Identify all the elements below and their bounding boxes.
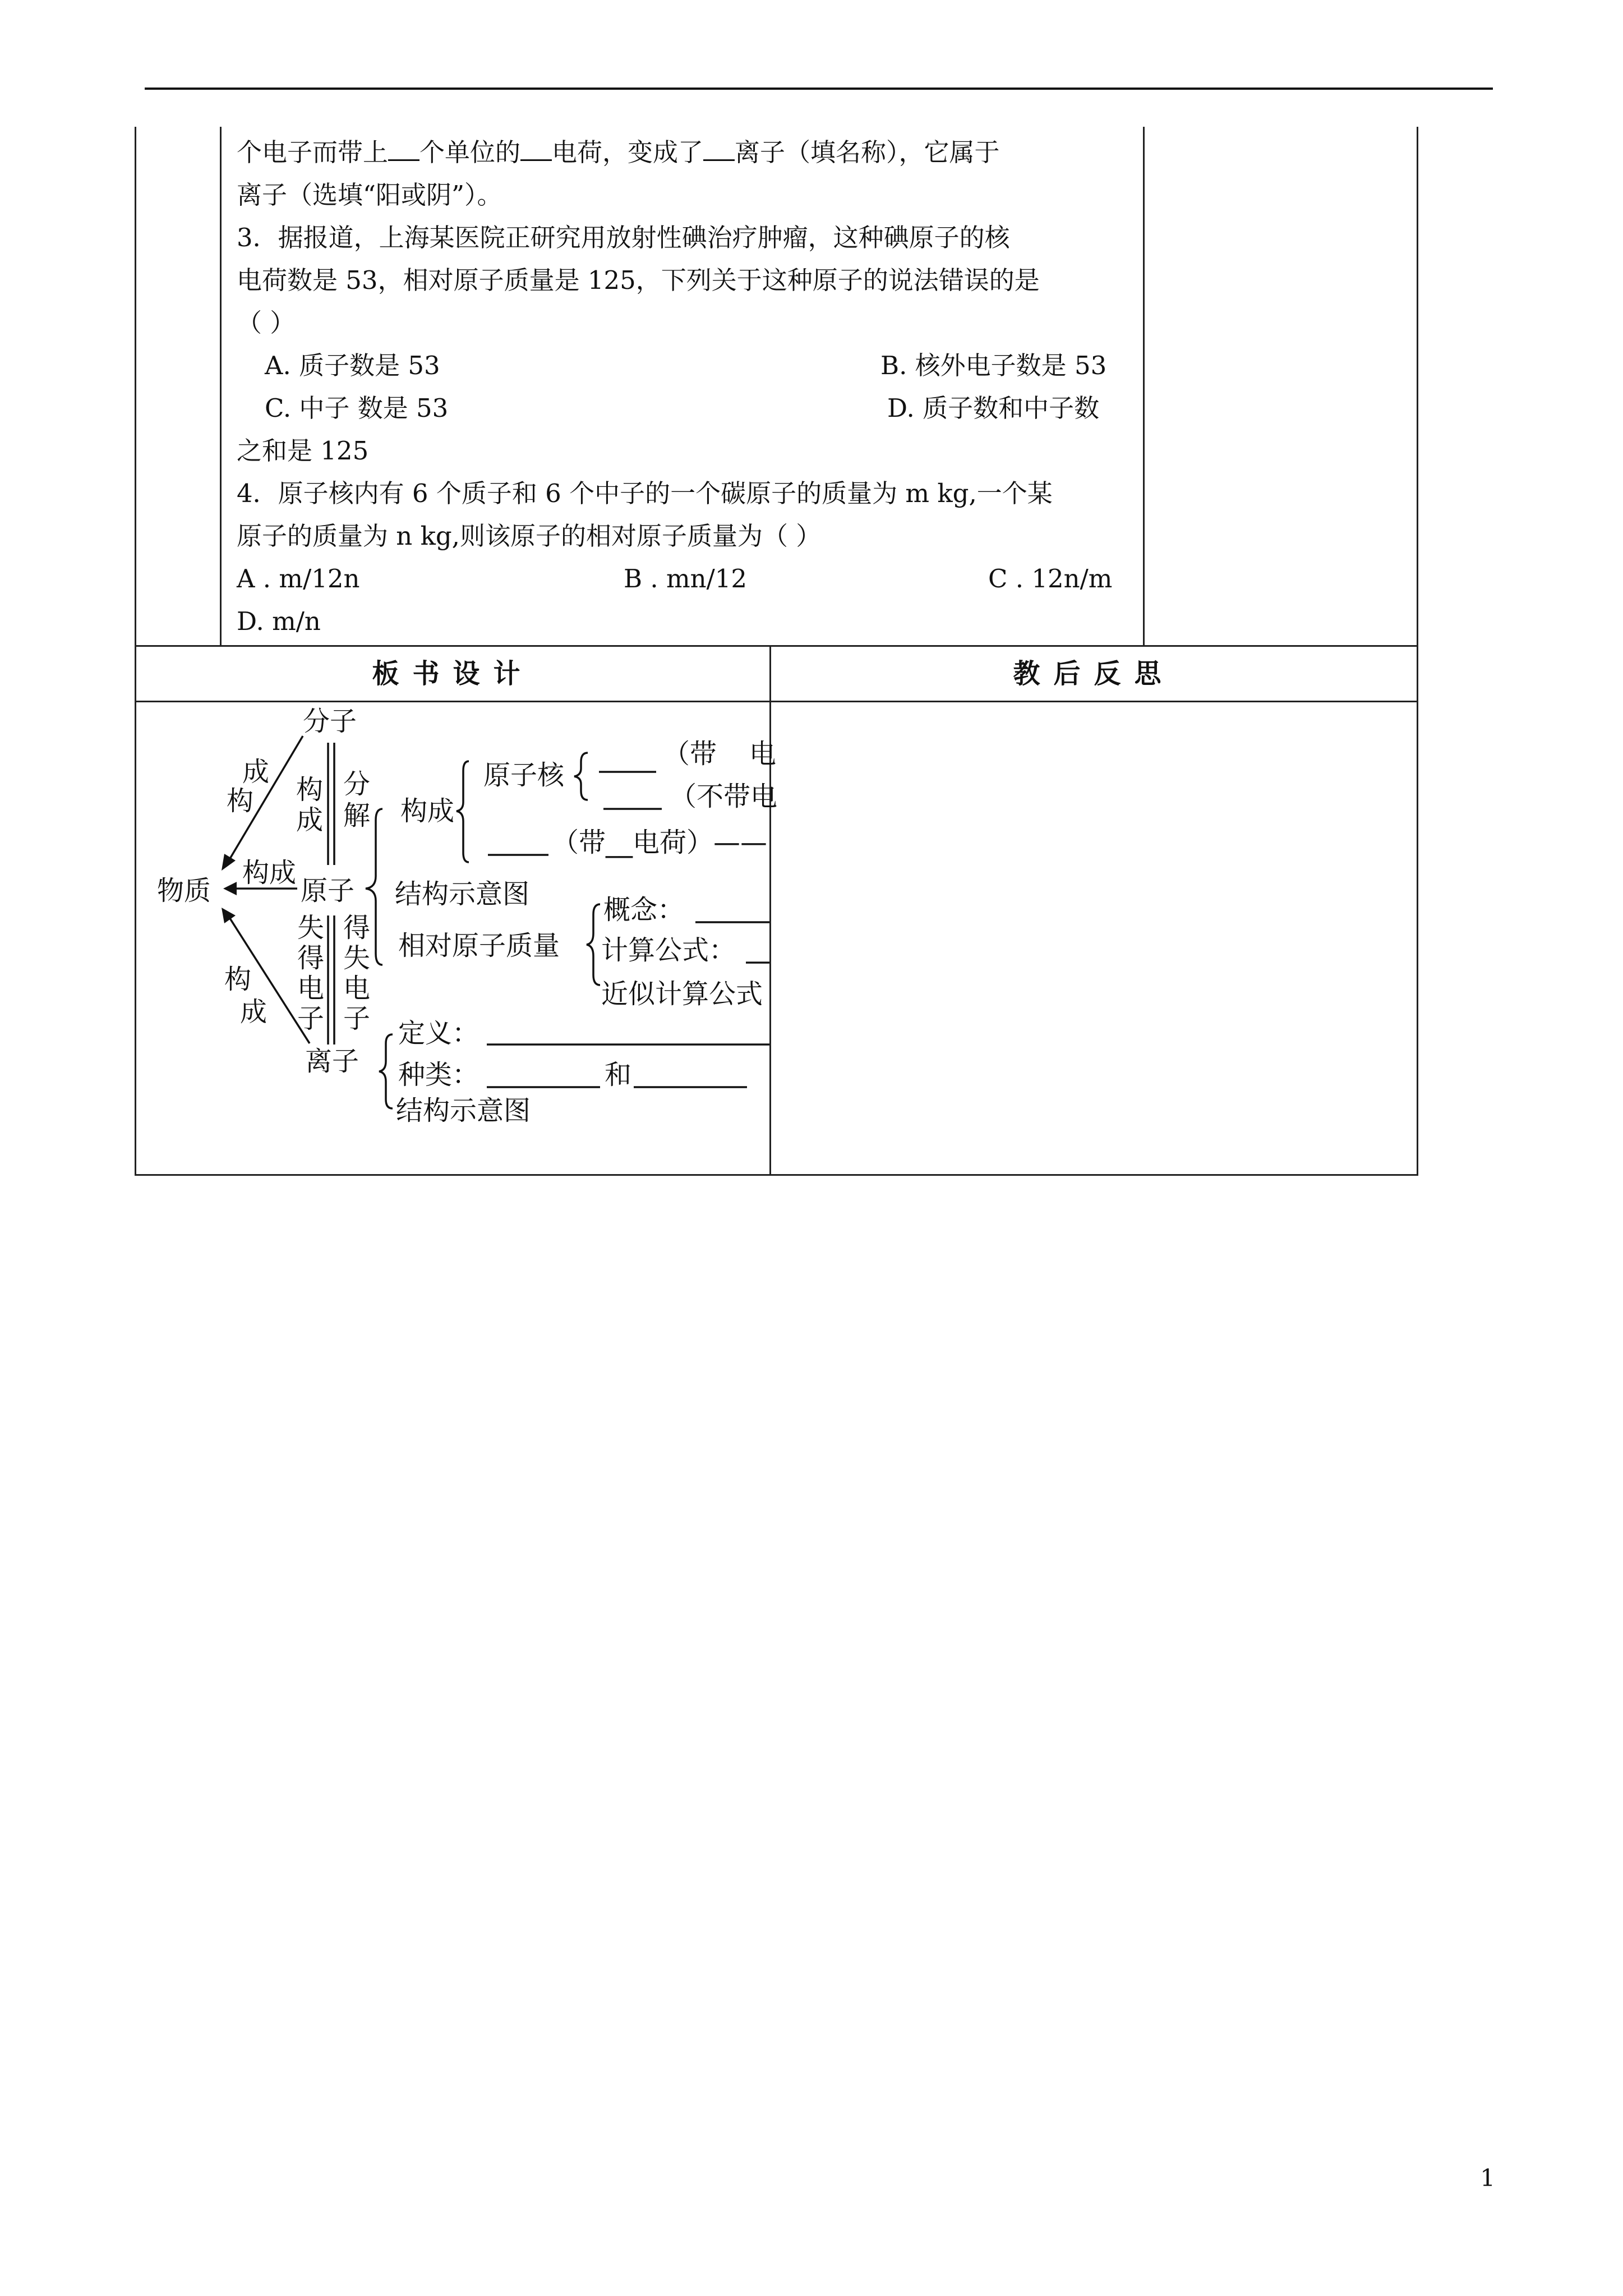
label-dian-2: 电 (343, 973, 371, 1004)
board-design-header: 板书设计 (372, 658, 534, 689)
q3-option-c: C. 中子 数是 53 (265, 393, 449, 423)
label-jie: 解 (343, 800, 371, 831)
branch-structure-diagram: 结构示意图 (395, 878, 530, 910)
blank-3 (703, 135, 735, 161)
q3-line-3: （ ） (237, 308, 296, 338)
label-de-2: 得 (343, 912, 371, 944)
q3-options-cd (237, 387, 1134, 430)
q3-option-a: A. 质子数是 53 (265, 351, 440, 380)
concept-map (135, 702, 778, 1174)
q3-option-b: B. 核外电子数是 53 (880, 351, 1107, 380)
arrowhead-atom (223, 882, 237, 895)
table-inner-left (220, 127, 222, 646)
label-gou-2: 构 (296, 774, 324, 806)
q3-line-1: 3．据报道，上海某医院正研究用放射性碘治疗肿瘤，这种碘原子的核 (237, 223, 1010, 252)
branch-nucleus: 原子核 (483, 760, 565, 791)
label-cheng-2: 成 (296, 804, 324, 836)
arrowhead-ion (222, 908, 236, 923)
ion-definition: 定义： (398, 1018, 479, 1049)
table-inner-right (1143, 127, 1145, 646)
q2-line-1: 个电子而带上 个单位的 电荷，变成了 离子（填名称），它属于 (237, 131, 1000, 174)
label-gou-3: 构 (224, 964, 252, 995)
q4-line-1: 4．原子核内有 6 个质子和 6 个中子的一个碳原子的质量为 m kg,一个某 (237, 478, 1053, 508)
q3-options-ab (237, 344, 1134, 387)
node-atom: 原子 (301, 875, 355, 907)
q4-options-abc (237, 558, 1134, 600)
branch-relative-mass: 相对原子质量 (398, 930, 560, 961)
label-de-1: 得 (297, 942, 325, 974)
relative-mass-formula: 计算公式： (601, 935, 736, 966)
ion-types-and: 和 (605, 1059, 632, 1091)
label-shi-2: 失 (343, 942, 371, 974)
q4-line-2: 原子的质量为 n kg,则该原子的相对原子质量为（ ） (237, 521, 822, 551)
blank-1 (388, 135, 419, 161)
label-gou-1: 构 (227, 785, 254, 817)
page-number: 1 (1480, 2164, 1495, 2192)
table-border-right (1417, 127, 1418, 1176)
node-ion: 离子 (305, 1046, 359, 1077)
header-rule (145, 88, 1493, 90)
table-middle-divider (769, 645, 771, 1176)
branch-composition: 构成 (400, 795, 455, 827)
nucleus-neutron: （不带电 (670, 781, 778, 812)
nucleus-proton-cut: 电 (749, 738, 777, 770)
ion-types: 种类： (398, 1059, 479, 1091)
q3-option-d: D. 质子数和中子数 (887, 393, 1100, 423)
q4-option-c: C . 12n/m (988, 564, 1113, 593)
label-shi-1: 失 (297, 912, 325, 944)
q3-option-d-cont: 之和是 125 (237, 436, 369, 466)
ion-structure-diagram: 结构示意图 (396, 1095, 531, 1126)
q4-option-d: D. m/n (237, 606, 321, 636)
q4-option-a: A . m/12n (237, 564, 360, 593)
node-matter: 物质 (157, 875, 211, 907)
q3-line-2: 电荷数是 53，相对原子质量是 125，下列关于这种原子的说法错误的是 (237, 265, 1040, 295)
q4-option-b: B . mn/12 (624, 564, 748, 593)
q2-line-2: 离子（选填“阳或阴”）。 (237, 180, 502, 210)
arrowhead-molecule (222, 854, 236, 871)
table-bottom-border (135, 1174, 1418, 1176)
electron-item: （带__电荷）—— (552, 827, 768, 858)
blank-2 (520, 135, 552, 161)
label-zi-2: 子 (343, 1003, 371, 1034)
label-fen: 分 (343, 769, 371, 800)
node-molecule: 分子 (303, 706, 357, 737)
relative-mass-approx: 近似计算公式 (601, 978, 763, 1010)
relative-mass-concept: 概念： (603, 894, 685, 926)
label-zi-1: 子 (297, 1003, 325, 1034)
label-cheng-1: 成 (242, 756, 270, 788)
nucleus-proton: （带 (663, 738, 717, 770)
label-goucheng-arrow: 构成 (242, 857, 297, 889)
reflection-header: 教后反思 (1013, 658, 1175, 689)
label-dian-1: 电 (297, 973, 325, 1004)
label-cheng-3: 成 (240, 996, 268, 1028)
